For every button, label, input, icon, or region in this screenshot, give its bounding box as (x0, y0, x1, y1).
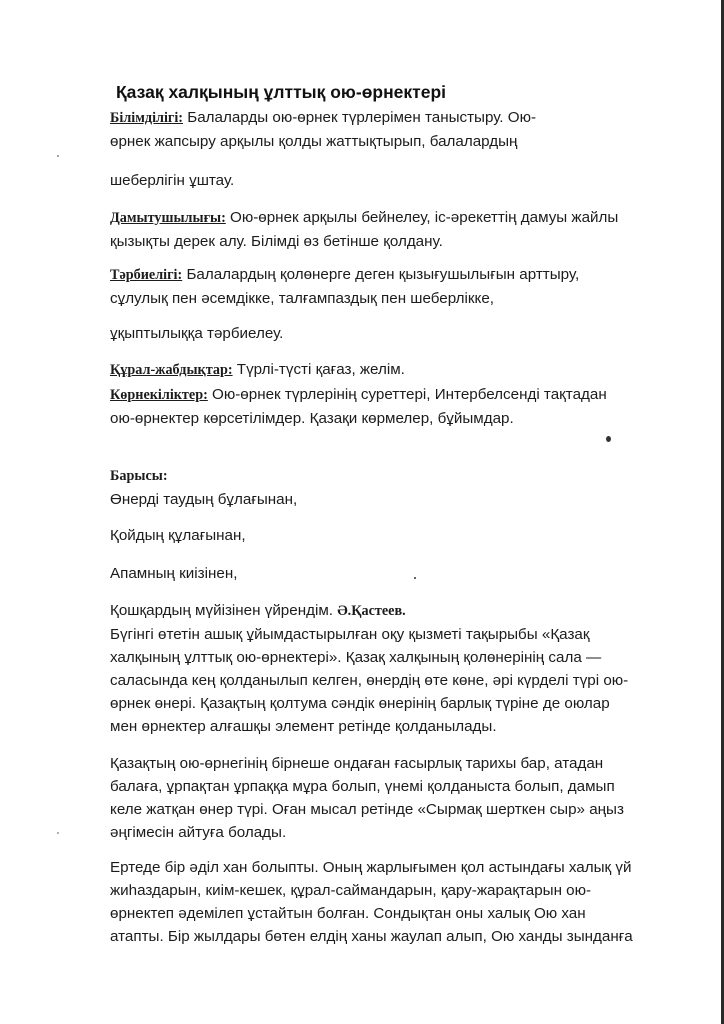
objective-educational (110, 106, 670, 153)
paragraph-line: балаға, ұрпақтан ұрпаққа мұра болып, үнемі қолданыста болып, дамып (110, 778, 615, 795)
objective-label: Тәрбиелігі: (110, 267, 183, 283)
objective-text: қызықты дерек алу. Білімді өз бетінше қолдану. (110, 233, 443, 250)
poem-line-block (110, 562, 670, 585)
paragraph-line: атапты. Бір жылдары бөтен елдің ханы жаулап алып, Ою ханды зынданға (110, 928, 633, 945)
scan-speck (606, 436, 611, 442)
lesson-procedure (110, 465, 670, 511)
poem-line-block (110, 524, 670, 547)
objective-text: өрнек жапсыру арқылы қолды жаттықтырып, балалардың (110, 133, 518, 150)
objective-text: Ою-өрнек арқылы бейнелеу, іс-әрекеттің дамуы жайлы (225, 209, 619, 226)
poem-author: Ә.Қастеев. (337, 603, 406, 619)
poem-line: Қошқардың мүйізінен үйрендім. (110, 602, 338, 619)
objective-educational-cont (110, 169, 670, 192)
paragraph-line: жиһаздарын, киім-кешек, құрал-саймандарын, қару-жарақтарын ою- (110, 882, 592, 899)
paragraph-line: өрнектеп әдемілеп ұстайтын болған. Сондықтан оны халық Ою хан (110, 905, 586, 922)
paragraph-line: саласында кең қолданылып келген, өнердің өте көне, әрі күрделі түрі ою- (110, 672, 629, 689)
visual-aids-text: Ою-өрнек түрлерінің суреттері, Интербелсенді тақтадан (207, 386, 607, 403)
procedure-heading: Барысы: (110, 468, 168, 484)
visual-aids-label: Көрнекіліктер: (110, 387, 208, 403)
scan-speck (57, 832, 59, 834)
paragraph-line: келе жатқан өнер түрі. Оған мысал ретінде «Сырмақ шерткен сыр» аңыз (110, 801, 624, 818)
objective-text: сұлулық пен әсемдікке, талғампаздық пен шеберлікке, (110, 290, 495, 307)
objective-text: шеберлігін ұштау. (110, 172, 235, 189)
objective-text: ұқыптылыққа тәрбиелеу. (110, 325, 284, 342)
document-title: Қазақ халқының ұлттық ою-өрнектері (116, 82, 446, 102)
objective-label: Білімділігі: (110, 110, 184, 126)
poem-line: Қойдың құлағынан, (110, 527, 246, 544)
objective-text: Балалардың қолөнерге деген қызығушылығын арттыру, (182, 266, 580, 283)
paragraph-line: Бүгінгі өтетін ашық ұйымдастырылған оқу қызметі тақырыбы «Қазақ (110, 626, 590, 643)
paragraph-2 (110, 752, 670, 844)
objective-text: Балаларды ою-өрнек түрлерімен таныстыру. Ою- (183, 109, 537, 126)
visual-aids-text: ою-өрнектер көрсетілімдер. Қазақи көрмелер, бұйымдар. (110, 410, 514, 427)
materials (110, 358, 670, 382)
paragraph-line: Ертеде бір әділ хан болыпты. Оның жарлығымен қол астындағы халық үй (110, 859, 632, 876)
objective-label: Дамытушылығы: (110, 210, 226, 226)
materials-label: Құрал-жабдықтар: (110, 362, 233, 378)
objective-upbringing (110, 263, 670, 310)
objective-upbringing-cont (110, 322, 670, 345)
scan-speck (57, 155, 59, 157)
paragraph-line: өрнек өнері. Қазақтың қолтума сәндік өнерінің барлық түріне де оюлар (110, 695, 610, 712)
paragraph-line: мен өрнектер алғашқы элемент ретінде қолданылады. (110, 718, 497, 735)
paragraph-line: халқының ұлттық ою-өрнектері». Қазақ халқының қолөнерінің сала — (110, 649, 602, 666)
poem-and-paragraph-1 (110, 599, 670, 738)
poem-line: Апамның киізінен, (110, 565, 238, 582)
visual-aids (110, 383, 670, 430)
poem-line: Өнерді таудың бұлағынан, (110, 491, 298, 508)
paragraph-3 (110, 856, 670, 948)
paragraph-line: әңгімесін айтуға болады. (110, 824, 287, 841)
objective-developmental (110, 206, 670, 253)
paragraph-line: Қазақтың ою-өрнегінің бірнеше ондаған ғасырлық тарихы бар, атадан (110, 755, 604, 772)
materials-text: Түрлі-түсті қағаз, желім. (232, 361, 405, 378)
